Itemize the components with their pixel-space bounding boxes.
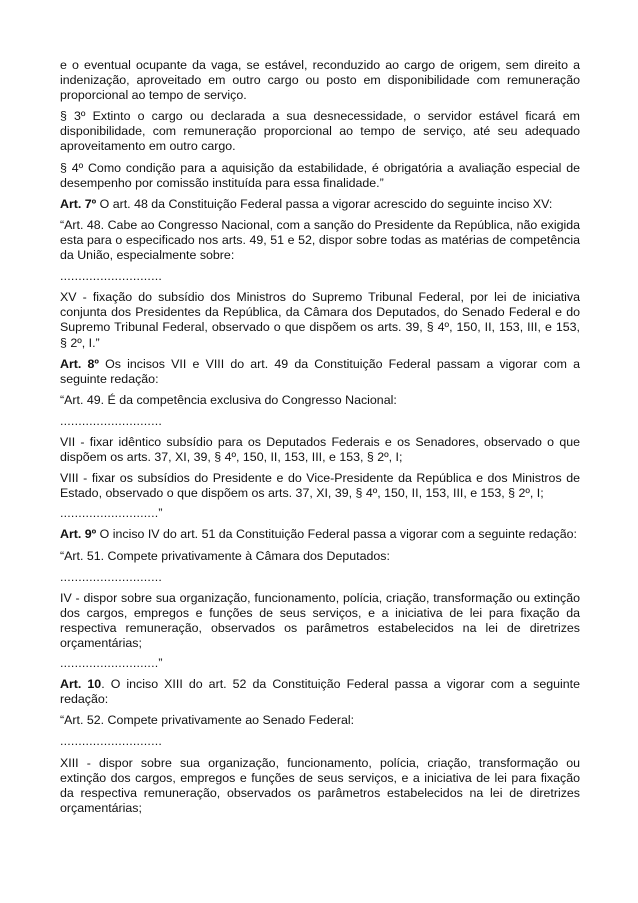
ellipsis-line: ...........................” bbox=[60, 656, 163, 671]
ellipsis-line: ............................ bbox=[60, 569, 162, 584]
article-label: Art. 8º bbox=[60, 356, 99, 371]
paragraph-inciso-xiii: XIII - dispor sobre sua organização, funcionamento, polícia, criação, transformação ou extinção dos cargos, empregos e funções de seus serviços, e a iniciativa de lei para fixação da respectiva remuneração, observados os parâmetros estabelecidos na lei de diretrizes orçamentárias; bbox=[60, 755, 580, 815]
paragraph-inciso-viii: VIII - fixar os subsídios do Presidente e do Vice-Presidente da República e dos Ministros de Estado, observado o que dispõem os arts. 37, XI, 39, § 4º, 150, II, 153, III, e 153, § 2º, I; bbox=[60, 471, 580, 501]
ellipsis-line: ...........................” bbox=[60, 506, 163, 521]
article-10 bbox=[60, 677, 580, 707]
paragraph-inciso-iv: IV - dispor sobre sua organização, funcionamento, polícia, criação, transformação ou extinção dos cargos, empregos e funções de seus serviços, e a iniciativa de lei para fixação da respectiva remuneração, observados os parâmetros estabelecidos na lei de diretrizes orçamentárias; bbox=[60, 590, 580, 650]
paragraph-art-49: “Art. 49. É da competência exclusiva do Congresso Nacional: bbox=[60, 392, 397, 407]
article-label: Art. 7º bbox=[60, 196, 97, 211]
article-9 bbox=[60, 527, 580, 542]
article-label: Art. 10 bbox=[60, 677, 102, 692]
article-text: O art. 48 da Constituição Federal passa a vigorar acrescido do seguinte inciso XV: bbox=[96, 196, 553, 211]
ellipsis-line: ............................ bbox=[60, 413, 162, 428]
paragraph: e o eventual ocupante da vaga, se estável, reconduzido ao cargo de origem, sem direito a indenização, aproveitado em outro cargo ou posto em disponibilidade com remuneração proporcional ao tempo de serviço. bbox=[60, 58, 580, 103]
ellipsis-line: ............................ bbox=[60, 269, 162, 284]
article-text: O inciso IV do art. 51 da Constituição Federal passa a vigorar com a seguinte redação: bbox=[96, 527, 577, 542]
paragraph-art-51: “Art. 51. Compete privativamente à Câmara dos Deputados: bbox=[60, 548, 390, 563]
ellipsis-line: ............................ bbox=[60, 734, 162, 749]
paragraph-section-4: § 4º Como condição para a aquisição da estabilidade, é obrigatória a avaliação especial de desempenho por comissão instituída para essa finalidade.” bbox=[60, 160, 580, 190]
paragraph-inciso-xv: XV - fixação do subsídio dos Ministros do Supremo Tribunal Federal, por lei de iniciativa conjunta dos Presidentes da República, da Câmara dos Deputados, do Senado Federal e do Supremo Tribunal Federal, observado o que dispõem os arts. 39, § 4º, 150, II, 153, III, e 153, § 2º, I.” bbox=[60, 290, 580, 350]
article-8 bbox=[60, 357, 580, 387]
article-text: Os incisos VII e VIII do art. 49 da Constituição Federal passam a vigorar com a seguinte redação: bbox=[60, 356, 580, 386]
paragraph-section-3: § 3º Extinto o cargo ou declarada a sua desnecessidade, o servidor estável ficará em disponibilidade, com remuneração proporcional ao tempo de serviço, até seu adequado aproveitamento em outro cargo. bbox=[60, 109, 580, 154]
paragraph-art-52: “Art. 52. Compete privativamente ao Senado Federal: bbox=[60, 713, 355, 728]
article-text: . O inciso XIII do art. 52 da Constituição Federal passa a vigorar com a seguinte redação: bbox=[60, 677, 580, 707]
paragraph-inciso-vii: VII - fixar idêntico subsídio para os Deputados Federais e os Senadores, observado o que dispõem os arts. 37, XI, 39, § 4º, 150, II, 153, III, e 153, § 2º, I; bbox=[60, 434, 580, 465]
article-7 bbox=[60, 197, 580, 212]
article-label: Art. 9º bbox=[60, 527, 97, 542]
paragraph-art-48: “Art. 48. Cabe ao Congresso Nacional, com a sanção do Presidente da República, não exigida esta para o especificado nos arts. 49, 51 e 52, dispor sobre todas as matérias de competência da União, especialmente sobre: bbox=[60, 217, 580, 263]
